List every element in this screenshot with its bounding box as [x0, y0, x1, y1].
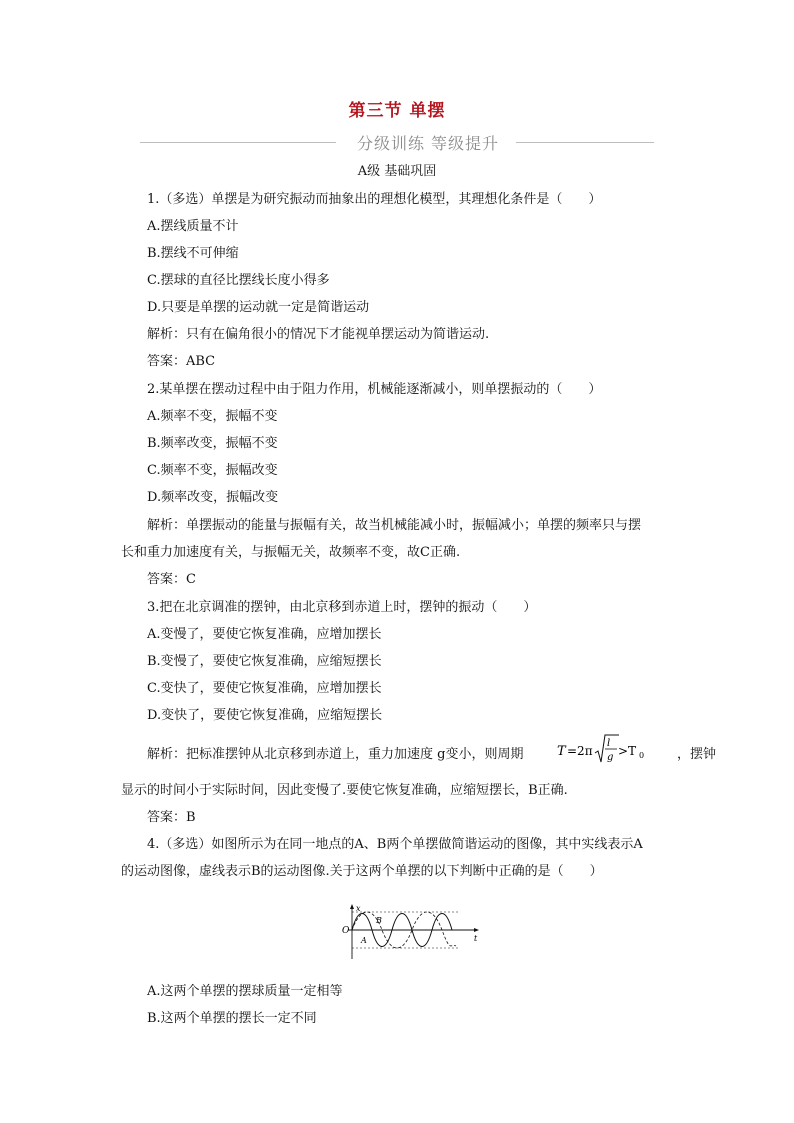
q1-stem: 1.（多选）单摆是为研究振动而抽象出的理想化模型，其理想化条件是（ ）	[147, 192, 602, 207]
section-title: 第三节 单摆	[348, 101, 446, 121]
formula-gt: >T	[618, 744, 637, 758]
formula-sub0: 0	[639, 751, 645, 760]
banner	[140, 130, 654, 154]
q4-stem-line-1: 4.（多选）如图所示为在同一地点的A、B两个单摆做简谐运动的图像，其中实线表示A	[147, 837, 643, 852]
q1-option-d: D.只要是单摆的运动就一定是简谐运动	[147, 300, 370, 315]
q1-option-b: B.摆线不可伸缩	[147, 246, 239, 261]
formula-g: g	[607, 752, 614, 763]
q4-stem-line-2: 的运动图像，虚线表示B的运动图像.关于这两个单摆的以下判断中正确的是（ ）	[121, 864, 603, 879]
curve-b-label: B	[376, 916, 382, 925]
q3-option-a: A.变慢了，要使它恢复准确，应增加摆长	[147, 627, 382, 642]
q3-analysis-line-2: 显示的时间小于实际时间，因此变慢了.要使它恢复准确，应缩短摆长，B正确.	[121, 783, 568, 798]
q3-analysis-line-1-end: ，摆钟	[677, 747, 717, 762]
banner-text: 分级训练 等级提升	[356, 134, 500, 153]
q2-analysis-line-1: 解析：单摆振动的能量与振幅有关，故当机械能减小时，振幅减小；单摆的频率只与摆	[147, 518, 642, 533]
origin-label: O	[342, 926, 350, 936]
q3-option-d: D.变快了，要使它恢复准确，应缩短摆长	[147, 708, 383, 723]
q3-option-c: C.变快了，要使它恢复准确，应增加摆长	[147, 681, 382, 696]
q2-answer: 答案：C	[147, 572, 196, 587]
q2-stem: 2.某单摆在摆动过程中由于阻力作用，机械能逐渐减小，则单摆振动的（ ）	[147, 382, 602, 397]
t-axis-label: t	[474, 934, 478, 943]
q2-analysis-line-2: 长和重力加速度有关，与振幅无关，故频率不变，故C正确.	[121, 545, 461, 560]
formula-T: T	[557, 744, 566, 759]
formula-eq: =2π	[567, 744, 593, 758]
period-formula	[555, 729, 675, 769]
banner-right-rule	[516, 142, 654, 143]
q1-answer: 答案：ABC	[147, 354, 216, 369]
q4-option-b: B.这两个单摆的摆长一定不同	[147, 1011, 317, 1026]
q2-option-d: D.频率改变，振幅改变	[147, 490, 279, 505]
oscillation-figure	[338, 903, 480, 961]
banner-left-rule	[140, 142, 336, 143]
q1-option-a: A.摆线质量不计	[147, 219, 239, 234]
q1-option-c: C.摆球的直径比摆线长度小得多	[147, 273, 330, 288]
q2-option-a: A.频率不变，振幅不变	[147, 409, 278, 424]
q2-option-b: B.频率改变，振幅不变	[147, 436, 278, 451]
q3-analysis-line-1: 解析：把标准摆钟从北京移到赤道上，重力加速度 g变小，则周期	[147, 747, 524, 762]
formula-l: l	[607, 738, 611, 749]
q4-option-a: A.这两个单摆的摆球质量一定相等	[147, 984, 343, 999]
x-axis-label: x	[356, 904, 361, 913]
q2-option-c: C.频率不变，振幅改变	[147, 463, 278, 478]
q3-stem: 3.把在北京调准的摆钟，由北京移到赤道上时，摆钟的振动（ ）	[147, 600, 537, 615]
q3-option-b: B.变慢了，要使它恢复准确，应缩短摆长	[147, 654, 382, 669]
t-axis-arrow	[474, 928, 479, 932]
x-axis-arrow	[350, 904, 354, 909]
level-heading: A级 基础巩固	[357, 164, 437, 179]
q3-answer: 答案：B	[147, 810, 196, 825]
q1-analysis: 解析：只有在偏角很小的情况下才能视单摆运动为简谐运动.	[147, 327, 490, 342]
curve-a-label: A	[361, 936, 367, 945]
